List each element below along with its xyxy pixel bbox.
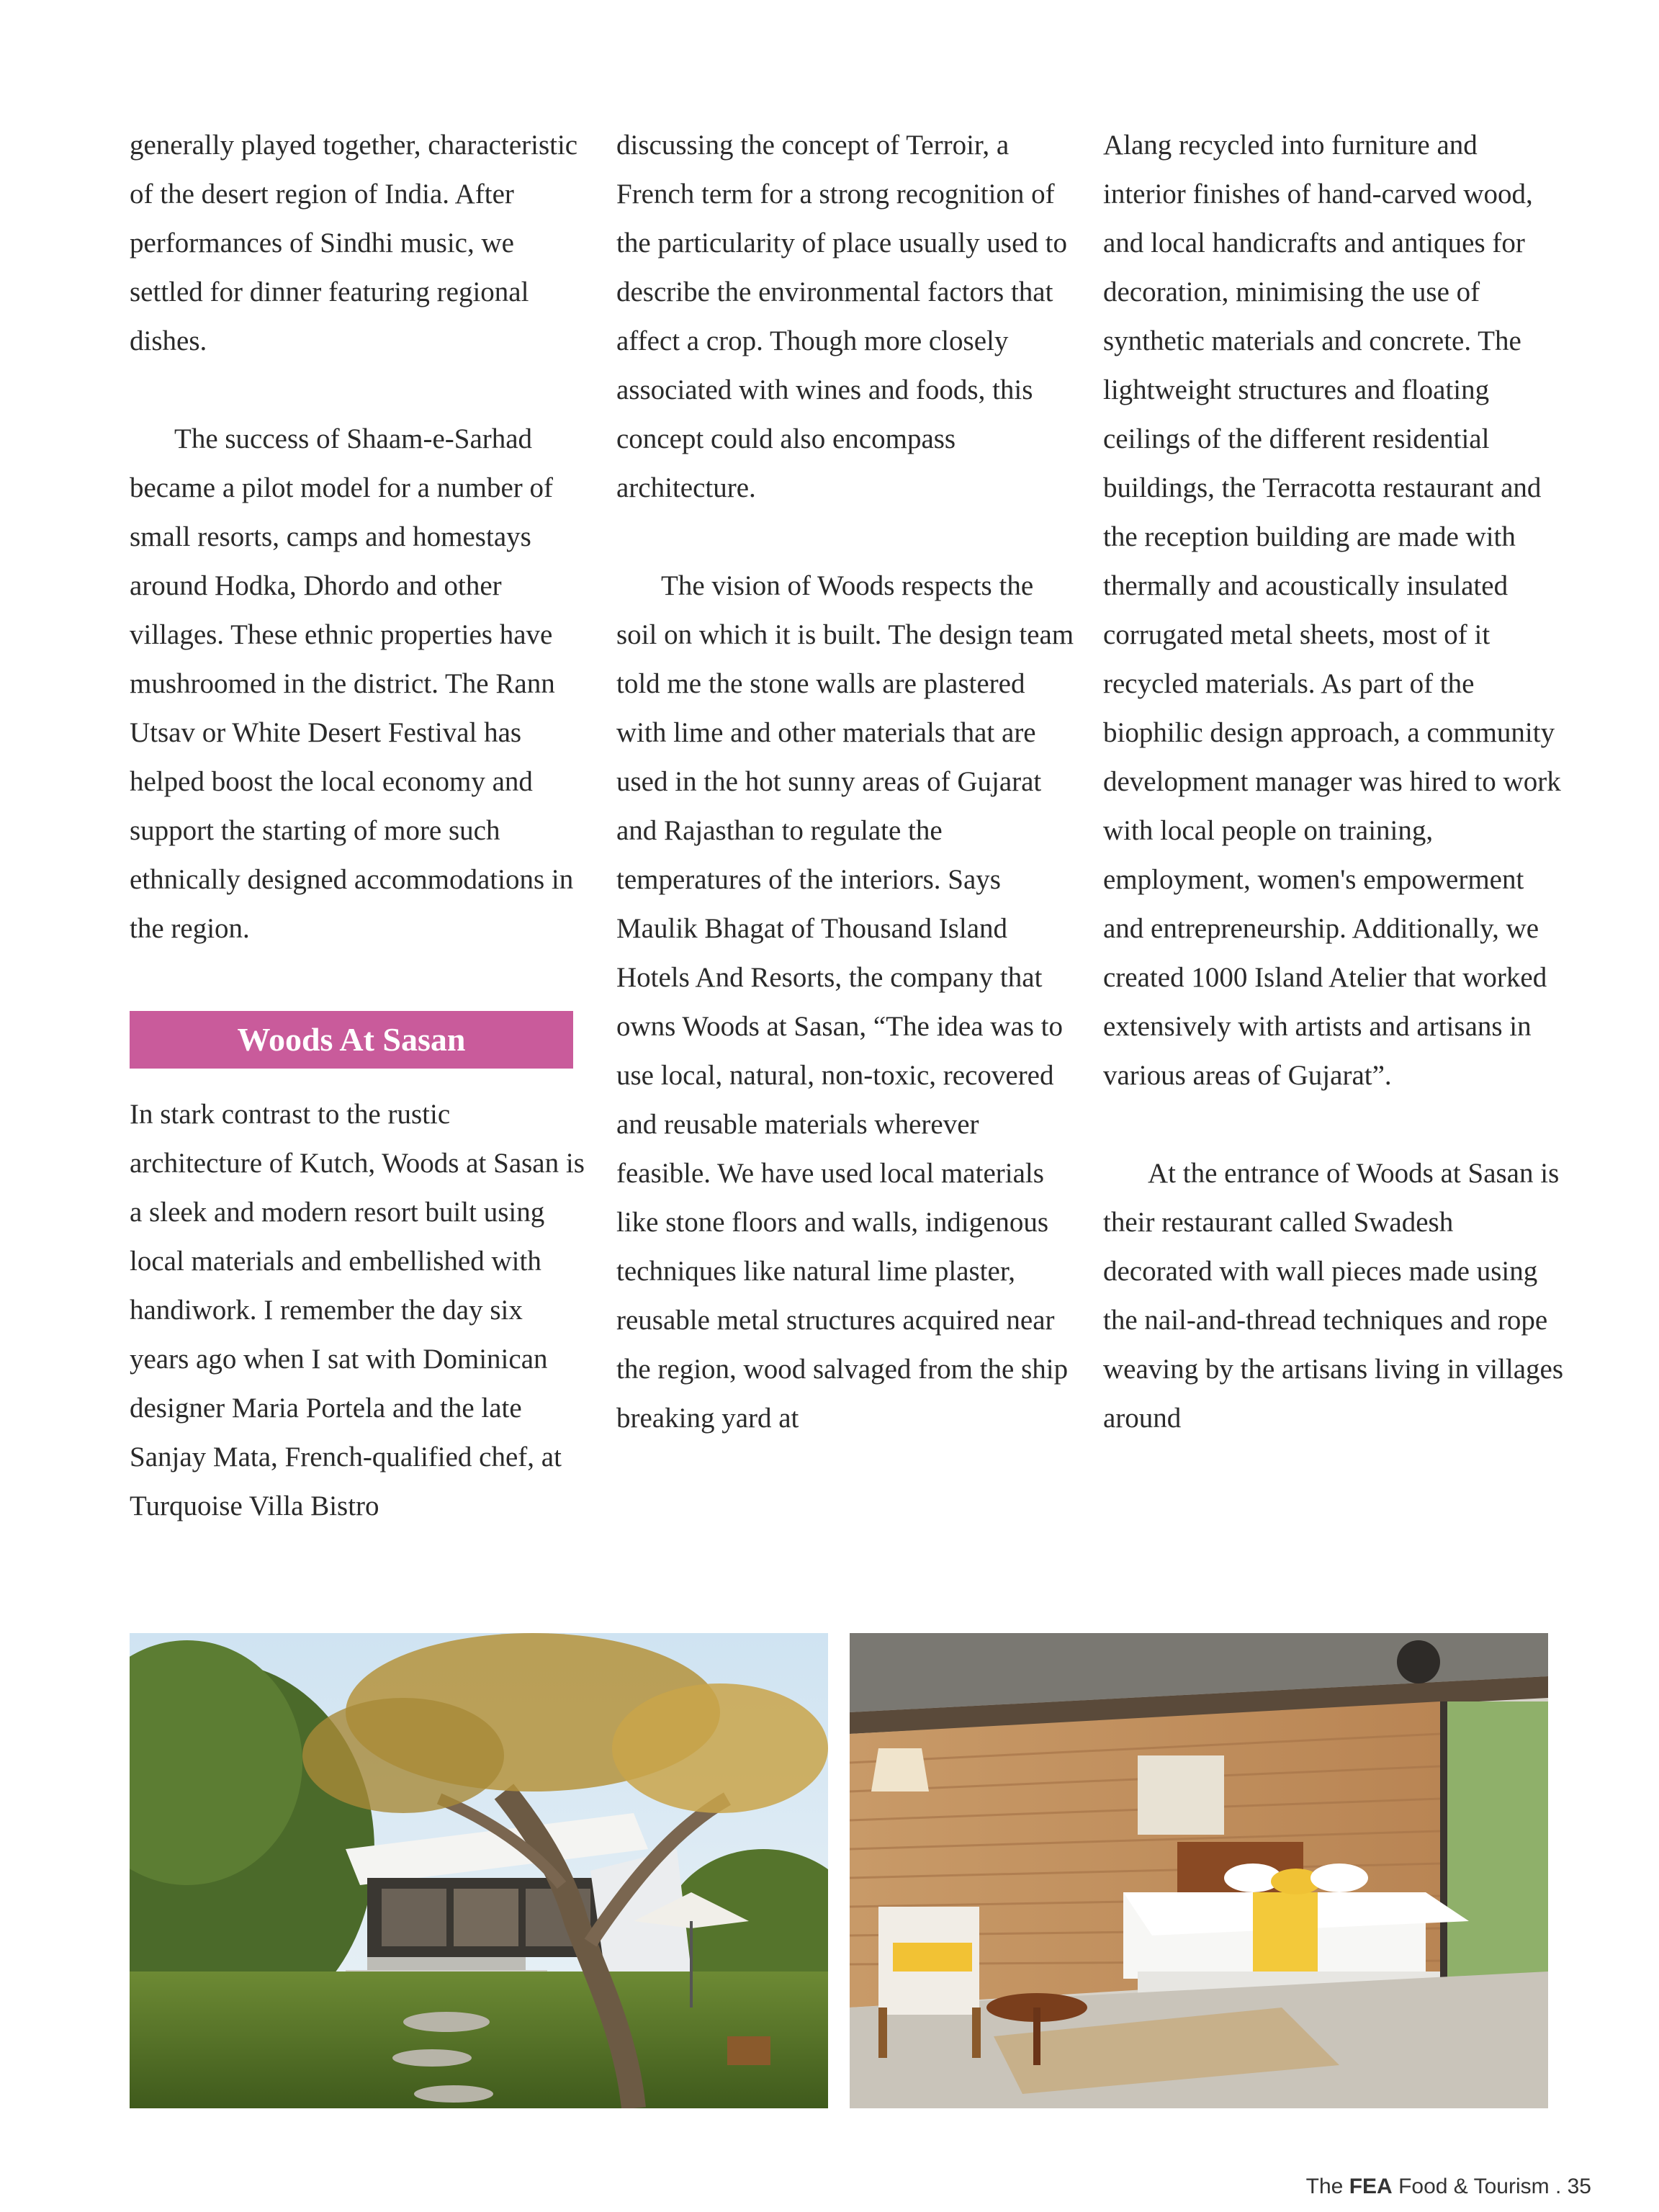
article-column-3	[1103, 121, 1564, 1443]
paragraph: In stark contrast to the rustic architecture of Kutch, Woods at Sasan is a sleek and modern resort built using local materials and embellished with handiwork. I remember the day six years ago when I sat with Dominican designer Maria Portela and the late Sanjay Mata, French-qualified chef, at Turquoise Villa Bistro	[130, 1099, 585, 1521]
villa-exterior-illustration	[130, 1633, 828, 2108]
article-column-2	[616, 121, 1077, 1443]
paragraph: Alang recycled into furniture and interior finishes of hand-carved wood, and local handicrafts and antiques for decoration, minimising the use of synthetic materials and concrete. The lightweight structures and floating ceilings of the different residential buildings, the Terracotta restaurant and the reception building are made with thermally and acoustically insulated corrugated metal sheets, most of it recycled materials. As part of the biophilic design approach, a community development manager was hired to work with local people on training, employment, women's empowerment and entrepreneurship. Additionally, we created 1000 Island Atelier that worked extensively with artists and artisans in various areas of Gujarat”.	[1103, 130, 1561, 1091]
page-footer	[1306, 2175, 1591, 2199]
paragraph: At the entrance of Woods at Sasan is their restaurant called Swadesh decorated with wall pieces made using the nail-and-thread techniques and rope weaving by the artisans living in villages around	[1103, 1158, 1564, 1434]
bedroom-interior-illustration	[850, 1633, 1548, 2108]
footer-brand: FEA	[1349, 2175, 1393, 2198]
bedroom-interior-photo	[850, 1633, 1548, 2108]
footer-title: Food & Tourism	[1398, 2175, 1550, 2198]
footer-prefix: The	[1305, 2175, 1344, 2198]
article-column-1	[130, 121, 585, 1531]
paragraph: The vision of Woods respects the soil on which it is built. The design team told me the stone walls are plastered with lime and other materials that are used in the hot sunny areas of Gujarat and Rajasthan to regulate the temperatures of the interiors. Says Maulik Bhagat of Thousand Island Hotels And Resorts, the company that owns Woods at Sasan, “The idea was to use local, natural, non-toxic, recovered and reusable materials wherever feasible. We have used local materials like stone floors and walls, indigenous techniques like natural lime plaster, reusable metal structures acquired near the region, wood salvaged from the ship breaking yard at	[616, 570, 1074, 1434]
paragraph: The success of Shaam-e-Sarhad became a pilot model for a number of small resorts, camps and homestays around Hodka, Dhordo and other villages. These ethnic properties have mushroomed in the district. The Rann Utsav or White Desert Festival has helped boost the local economy and support the starting of more such ethnically designed accommodations in the region.	[130, 423, 574, 944]
paragraph: discussing the concept of Terroir, a French term for a strong recognition of the particularity of place usually used to describe the environmental factors that affect a crop. Though more closely associated with wines and foods, this concept could also encompass architecture.	[616, 130, 1067, 503]
paragraph: generally played together, characteristic of the desert region of India. After performances of Sindhi music, we settled for dinner featuring regional dishes.	[130, 130, 578, 356]
section-heading: Woods At Sasan	[130, 1011, 573, 1069]
footer-separator: .	[1555, 2175, 1562, 2198]
villa-exterior-photo	[130, 1633, 828, 2108]
page-number: 35	[1567, 2175, 1591, 2198]
